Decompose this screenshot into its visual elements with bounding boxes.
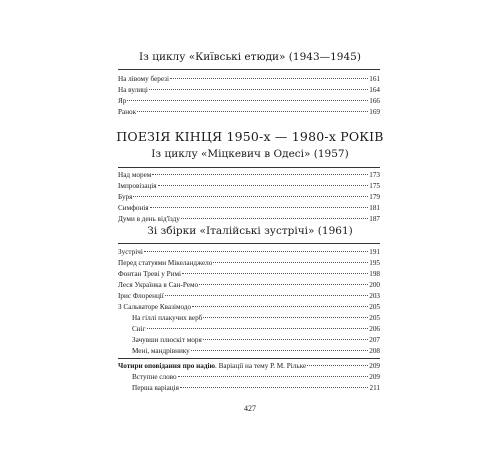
leader-dots xyxy=(203,339,368,340)
toc-entry[interactable] xyxy=(118,74,380,85)
toc-entry-page: 173 xyxy=(369,171,380,179)
toc-subentry[interactable] xyxy=(118,313,380,324)
toc-entry-title-rest: . Варіації на тему Р. М. Рільке xyxy=(215,362,307,370)
section-heading-mickiewicz: Із циклу «Міцкевич в Одесі» (1957) xyxy=(151,148,349,160)
leader-dots xyxy=(158,185,369,186)
toc-entry-page: 200 xyxy=(369,281,380,289)
toc-entry[interactable] xyxy=(118,361,380,372)
leader-dots xyxy=(199,284,368,285)
toc-entry-page: 211 xyxy=(369,384,380,392)
toc-entry[interactable] xyxy=(118,170,380,181)
leader-dots xyxy=(165,295,368,296)
toc-entry[interactable] xyxy=(118,96,380,107)
toc-entry-page: 187 xyxy=(369,215,380,223)
leader-dots xyxy=(307,365,368,366)
toc-subentry[interactable] xyxy=(118,372,380,383)
section-rule xyxy=(118,358,380,359)
leader-dots xyxy=(181,218,368,219)
leader-dots xyxy=(152,174,368,175)
toc-subentry[interactable] xyxy=(118,346,380,357)
toc-entry-page: 198 xyxy=(369,270,380,278)
toc-entry-title: Яр xyxy=(118,97,127,105)
toc-entry-title: Мені, мандрівнику xyxy=(132,347,190,355)
toc-entry-page: 175 xyxy=(369,182,380,190)
toc-entry-title: Ірис Флоренції xyxy=(118,292,164,300)
major-heading-poetry: ПОЕЗІЯ КІНЦЯ 1950-х — 1980-х РОКІВ xyxy=(116,129,384,144)
toc-entry-title: Зачувши плюскіт моря xyxy=(132,336,202,344)
section-heading-italian-meetings: Зі збірки «Італійські зустрічі» (1961) xyxy=(147,225,353,237)
toc-list-four-stories xyxy=(118,361,380,394)
toc-entry[interactable] xyxy=(118,280,380,291)
toc-entry-title: Над морем xyxy=(118,171,152,179)
toc-entry-page: 209 xyxy=(369,362,380,370)
toc-entry-title: Буря xyxy=(118,193,133,201)
toc-entry-title: Перед статуями Мікеланджело xyxy=(118,259,213,267)
toc-entry-title: На лівому березі xyxy=(118,75,169,83)
toc-entry-title: Ранок xyxy=(118,108,137,116)
toc-entry-title: На вулиці xyxy=(118,86,148,94)
toc-entry-page: 208 xyxy=(369,347,380,355)
toc-entry[interactable] xyxy=(118,269,380,280)
leader-dots xyxy=(150,207,369,208)
toc-entry-page: 181 xyxy=(369,204,380,212)
toc-entry-page: 191 xyxy=(369,248,380,256)
toc-entry-page: 169 xyxy=(369,108,380,116)
toc-entry-title: З Сальваторе Квазімодо xyxy=(118,303,192,311)
leader-dots xyxy=(180,387,369,388)
toc-entry-title-bold: Чотири оповідання про надію xyxy=(118,362,215,370)
leader-dots xyxy=(203,317,368,318)
toc-entry[interactable] xyxy=(118,302,380,313)
leader-dots xyxy=(144,251,368,252)
toc-entry-title: Зустрічі xyxy=(118,248,143,256)
toc-entry[interactable] xyxy=(118,247,380,258)
toc-entry-page: 209 xyxy=(369,373,380,381)
toc-entry-page: 207 xyxy=(369,336,380,344)
toc-entry[interactable] xyxy=(118,192,380,203)
section-rule xyxy=(118,243,380,244)
toc-list-italian-meetings xyxy=(118,247,380,357)
leader-dots xyxy=(182,273,368,274)
toc-entry-title: Імпровізація xyxy=(118,182,157,190)
toc-entry-page: 205 xyxy=(369,314,380,322)
toc-entry[interactable] xyxy=(118,203,380,214)
toc-entry-page: 164 xyxy=(369,86,380,94)
toc-entry-title: Фонтан Треві у Римі xyxy=(118,270,182,278)
toc-entry-page: 179 xyxy=(369,193,380,201)
toc-entry-title: На гіллі плакучих верб xyxy=(132,314,203,322)
leader-dots xyxy=(127,100,368,101)
toc-list-kyiv-etudes xyxy=(118,74,380,118)
leader-dots xyxy=(149,89,368,90)
leader-dots xyxy=(137,111,368,112)
toc-entry[interactable] xyxy=(118,85,380,96)
section-rule xyxy=(118,167,380,168)
toc-entry-title xyxy=(118,361,306,372)
toc-subentry[interactable] xyxy=(118,383,380,394)
section-heading-kyiv-etudes: Із циклу «Київські етюди» (1943—1945) xyxy=(139,51,361,63)
toc-entry[interactable] xyxy=(118,291,380,302)
toc-list-mickiewicz xyxy=(118,170,380,225)
leader-dots xyxy=(170,78,368,79)
toc-subentry[interactable] xyxy=(118,324,380,335)
toc-entry-page: 205 xyxy=(369,303,380,311)
toc-entry-page: 203 xyxy=(369,292,380,300)
leader-dots xyxy=(213,262,368,263)
toc-entry-page: 166 xyxy=(369,97,380,105)
toc-entry[interactable] xyxy=(118,214,380,225)
page-number: 427 xyxy=(244,404,256,413)
toc-entry[interactable] xyxy=(118,107,380,118)
section-rule xyxy=(118,69,380,70)
leader-dots xyxy=(178,376,369,377)
toc-entry-title: Вступне слово xyxy=(132,373,177,381)
leader-dots xyxy=(192,306,368,307)
leader-dots xyxy=(191,350,368,351)
toc-entry-title: Сніг xyxy=(132,325,146,333)
toc-entry-title: Думи в день від'їзду xyxy=(118,215,180,223)
toc-entry-page: 206 xyxy=(369,325,380,333)
toc-entry-page: 195 xyxy=(369,259,380,267)
toc-entry[interactable] xyxy=(118,181,380,192)
toc-entry-title: Леся Українка в Сан-Ремо xyxy=(118,281,199,289)
toc-entry[interactable] xyxy=(118,258,380,269)
toc-entry-title: Перша варіація xyxy=(132,384,179,392)
leader-dots xyxy=(133,196,368,197)
toc-entry-title: Симфонія xyxy=(118,204,149,212)
toc-subentry[interactable] xyxy=(118,335,380,346)
toc-entry-page: 161 xyxy=(369,75,380,83)
leader-dots xyxy=(147,328,369,329)
